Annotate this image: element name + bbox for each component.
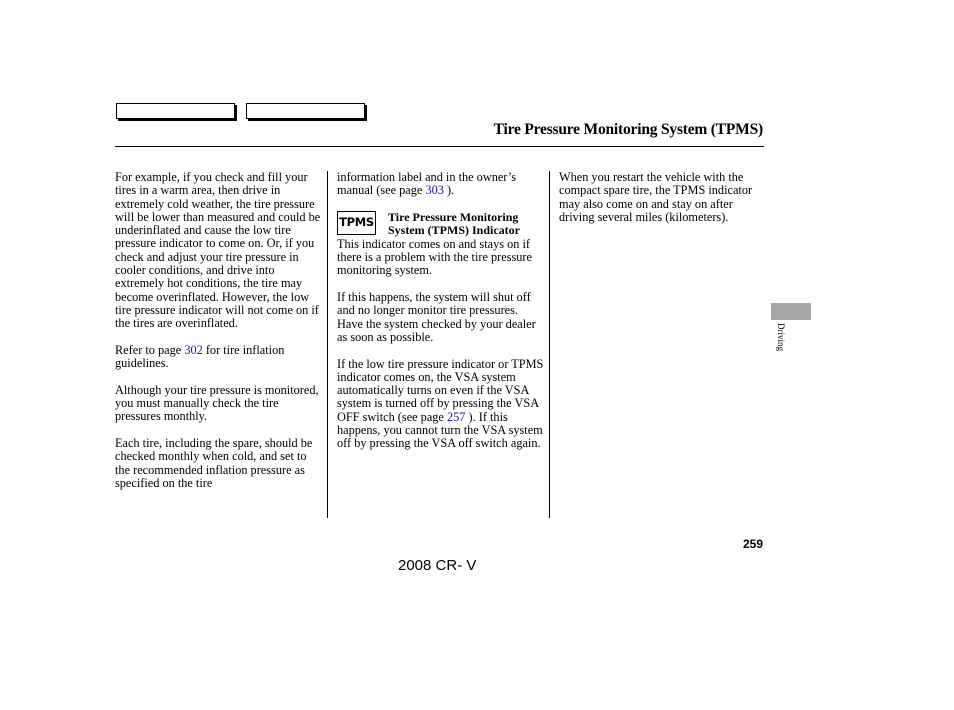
text: ). If this happens, you cannot turn the VSA system off by pressing the VSA off switch again. (337, 409, 543, 451)
nav-box-previous[interactable] (116, 103, 235, 119)
section-tab[interactable] (771, 303, 811, 320)
paragraph (337, 171, 544, 198)
text: If the low tire pressure indicator or TPMS indicator comes on, the VSA system automatically turns on even if the VSA system is turned off by pressing the VSA OFF switch (see page (337, 356, 544, 424)
paragraph: When you restart the vehicle with the compact spare tire, the TPMS indicator may also come on and stay on after driving several miles (kilometers). (559, 170, 753, 224)
page-link-303[interactable]: 303 (425, 183, 444, 198)
paragraph: This indicator comes on and stays on if there is a problem with the tire pressure monitoring system. (337, 236, 532, 278)
text: information label and in the owner’s manual (see page (337, 170, 517, 198)
column-divider (549, 171, 550, 518)
tpms-indicator-heading (337, 211, 544, 238)
page-number: 259 (742, 537, 763, 551)
indicator-title: Tire Pressure Monitoring System (TPMS) Indicator (388, 209, 520, 238)
column-divider (327, 171, 328, 518)
paragraph: Each tire, including the spare, should be checked monthly when cold, and set to the recommended inflation pressure as specified on the tire (115, 435, 313, 490)
column-1 (115, 171, 323, 503)
section-tab-label: Driving (776, 323, 786, 351)
nav-box-next[interactable] (246, 103, 365, 119)
column-2 (337, 171, 544, 464)
text: ). (443, 183, 455, 198)
page-link-257[interactable]: 257 (446, 409, 466, 424)
paragraph: If this happens, the system will shut off and no longer monitor tire pressures. Have the system checked by your dealer as soon as possible. (337, 290, 536, 344)
text: Refer to page (115, 342, 185, 357)
column-3 (559, 171, 762, 237)
text: for tire inflation guidelines. (115, 342, 285, 371)
paragraph: Although your tire pressure is monitored, you must manually check the tire pressures monthly. (115, 382, 319, 424)
paragraph (115, 344, 323, 371)
paragraph: For example, if you check and fill your tires in a warm area, then drive in extremely cold weather, the tire pressure will be lower than measured and could be underinflated and cause the low tire pressure indicator to come on. Or, if you check and adjust your tire pressure in cooler conditions, and drive into extremely hot conditions, the tire may become overinflated. However, the low tire pressure indicator will not come on if the tires are overinflated. (115, 170, 321, 331)
tpms-indicator-icon: TPMS (337, 211, 376, 235)
paragraph (337, 358, 544, 451)
title-rule (115, 146, 764, 147)
page-title: Tire Pressure Monitoring System (TPMS) (493, 121, 763, 138)
vehicle-model-footer: 2008 CR- V (398, 557, 477, 574)
page-link-302[interactable]: 302 (184, 342, 203, 357)
